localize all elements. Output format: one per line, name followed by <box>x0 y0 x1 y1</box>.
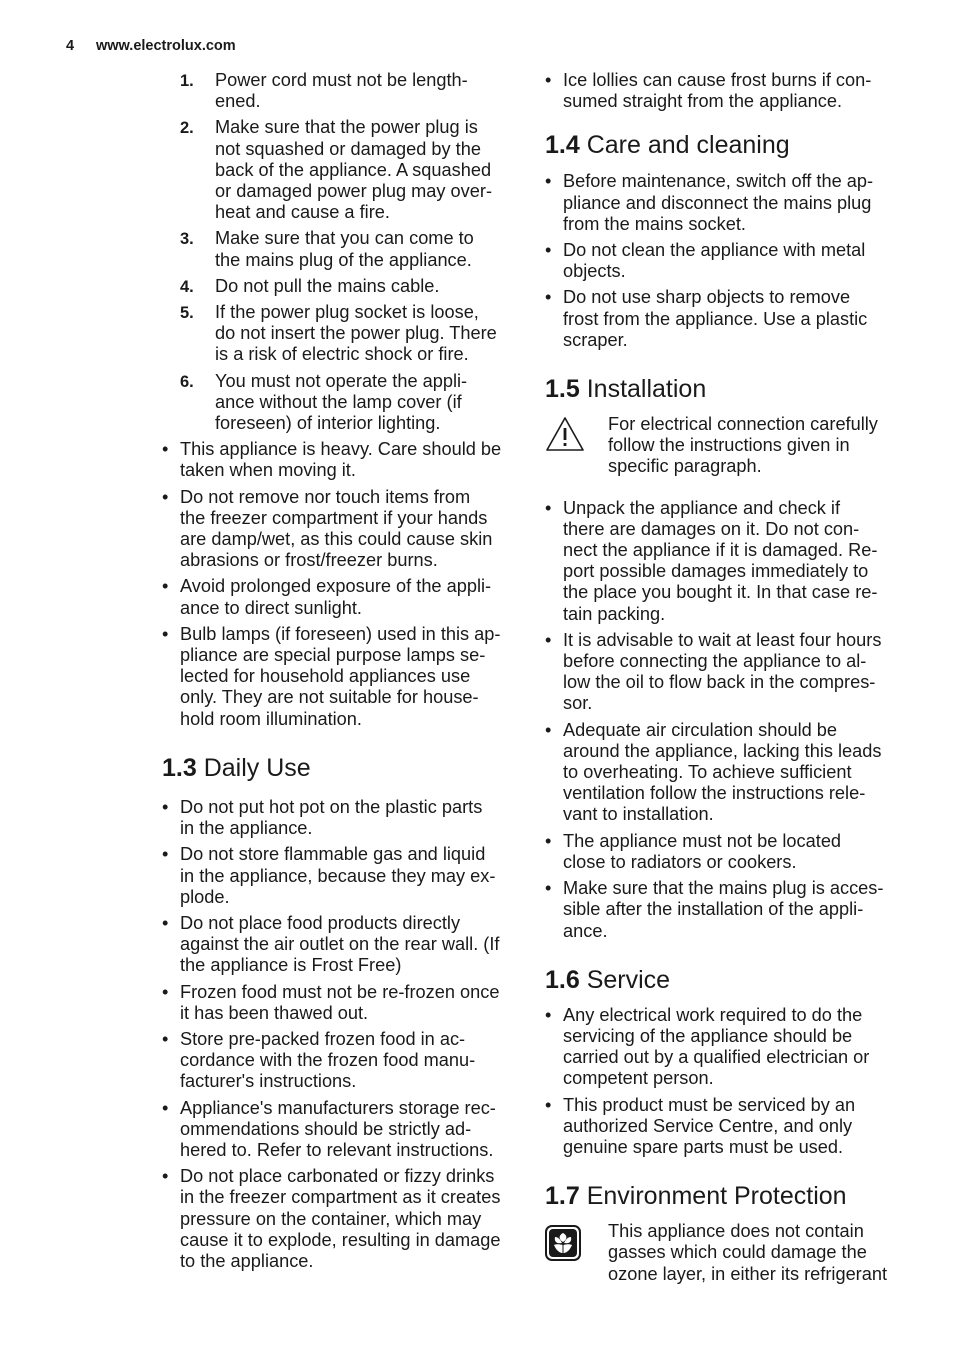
text-line: against the air outlet on the rear wall. (If <box>180 934 500 955</box>
text-line: is a risk of electric shock or fire. <box>215 344 469 365</box>
section-title-text: Installation <box>586 375 707 404</box>
text-line: are damp/wet, as this could cause skin <box>180 529 493 550</box>
text-line: Make sure that you can come to <box>215 228 474 249</box>
section-heading-care-cleaning <box>545 130 901 160</box>
warning-text-line: specific paragraph. <box>608 456 762 477</box>
text-line: to the appliance. <box>180 1250 314 1271</box>
list-item <box>162 487 518 572</box>
section-number: 1.3 <box>162 753 197 782</box>
section-number: 1.6 <box>545 965 580 994</box>
text-line: the appliance is Frost Free) <box>180 955 402 976</box>
text-line: Power cord must not be length- <box>215 70 468 90</box>
item-number: 6. <box>180 372 194 391</box>
text-line: pressure on the container, which may <box>180 1208 482 1229</box>
list-item <box>162 1029 518 1093</box>
environment-text-line: ozone layer, in either its refrigerant <box>608 1263 888 1284</box>
text-line: sor. <box>563 693 593 714</box>
text-line: in the freezer compartment as it creates <box>180 1187 501 1208</box>
text-line: plode. <box>180 886 230 907</box>
section-heading-environment <box>545 1181 901 1211</box>
list-item <box>162 439 518 481</box>
text-line: sumed straight from the appliance. <box>563 91 843 112</box>
section-heading-service <box>545 965 901 995</box>
text-line: objects. <box>563 261 626 282</box>
text-line: authorized Service Centre, and only <box>563 1115 853 1136</box>
text-line: servicing of the appliance should be <box>563 1025 853 1046</box>
text-line: • This appliance is heavy. Care should be <box>180 439 502 460</box>
care-bullet-list <box>545 171 901 351</box>
list-item <box>545 70 901 112</box>
text-line: Do not pull the mains cable. <box>215 275 440 296</box>
item-number: 2. <box>180 119 194 138</box>
section-heading-installation <box>545 374 901 404</box>
list-item <box>162 844 518 908</box>
safety-bullet-list <box>162 439 518 730</box>
text-line: abrasions or frost/freezer burns. <box>180 550 438 571</box>
list-item <box>162 624 518 730</box>
text-line: • Make sure that the mains plug is acces- <box>563 878 884 899</box>
list-item <box>162 1166 518 1272</box>
text-line: it has been thawed out. <box>180 1002 369 1023</box>
text-line: close to radiators or cookers. <box>563 851 797 872</box>
installation-warning <box>545 414 901 478</box>
text-line: there are damages on it. Do not con- <box>563 518 860 539</box>
text-line: pliance and disconnect the mains plug <box>563 192 872 213</box>
text-line: vant to installation. <box>563 804 714 825</box>
text-line: ventilation follow the instructions rele- <box>563 783 866 804</box>
list-item <box>162 913 518 977</box>
page-header <box>66 38 236 54</box>
numbered-list-item <box>162 276 518 297</box>
text-line: lected for household appliances use <box>180 666 471 687</box>
text-line: do not insert the power plug. There <box>215 323 497 344</box>
text-line: taken when moving it. <box>180 460 356 481</box>
list-item <box>545 1095 901 1159</box>
list-item <box>545 831 901 873</box>
item-number: 5. <box>180 304 194 323</box>
text-line: nect the appliance if it is damaged. Re- <box>563 540 878 561</box>
text-line: • Before maintenance, switch off the ap- <box>563 171 874 192</box>
text-line: frost from the appliance. Use a plastic <box>563 308 868 329</box>
text-line: pliance are special purpose lamps se- <box>180 645 486 666</box>
text-line: port possible damages immediately to <box>563 561 869 582</box>
text-line: competent person. <box>563 1068 714 1089</box>
frost-bullet-list <box>545 70 901 112</box>
numbered-list-item <box>162 117 518 223</box>
text-line: • Bulb lamps (if foreseen) used in this ap- <box>180 623 501 644</box>
daily-use-bullet-list <box>162 797 518 1272</box>
list-item <box>545 498 901 625</box>
section-number: 1.5 <box>545 375 580 404</box>
text-line: only. They are not suitable for house- <box>180 687 479 708</box>
left-column <box>162 70 518 1277</box>
text-line: • Do not remove nor touch items from <box>180 486 471 507</box>
section-title-text: Daily Use <box>203 753 311 782</box>
warning-text-line: For electrical connection carefully <box>608 414 878 435</box>
text-line: ance without the lamp cover (if <box>215 391 462 412</box>
item-number: 1. <box>180 72 194 90</box>
numbered-list-item <box>162 371 518 435</box>
service-bullet-list <box>545 1005 901 1158</box>
text-line: not squashed or damaged by the <box>215 138 481 159</box>
text-line: If the power plug socket is loose, <box>215 302 479 323</box>
text-line: before connecting the appliance to al- <box>563 651 867 672</box>
text-line: to overheating. To achieve sufficient <box>563 762 852 783</box>
section-number: 1.4 <box>545 131 580 160</box>
list-item <box>162 1098 518 1162</box>
text-line: • Frozen food must not be re-frozen once <box>180 981 500 1002</box>
list-item <box>162 982 518 1024</box>
page-number: 4 <box>66 38 75 54</box>
warning-text <box>608 414 901 478</box>
text-line: the place you bought it. In that case re- <box>563 582 878 603</box>
text-line: You must not operate the appli- <box>215 370 468 391</box>
text-line: heat and cause a fire. <box>215 202 390 223</box>
numbered-list-item <box>162 70 518 112</box>
text-line: ommendations should be strictly ad- <box>180 1118 472 1139</box>
text-line: • The appliance must not be located <box>563 830 842 851</box>
list-item <box>545 287 901 351</box>
text-line: carried out by a qualified electrician or <box>563 1047 870 1068</box>
list-item <box>545 720 901 826</box>
text-line: from the mains socket. <box>563 213 746 234</box>
text-line: the mains plug of the appliance. <box>215 249 472 270</box>
warning-text-line: follow the instructions given in <box>608 435 850 456</box>
list-item <box>545 878 901 942</box>
item-number: 4. <box>180 277 194 296</box>
environment-text <box>608 1221 901 1285</box>
environment-text-line: gasses which could damage the <box>608 1242 867 1263</box>
environment-note <box>545 1221 901 1285</box>
text-line: facturer's instructions. <box>180 1071 357 1092</box>
text-line: • Adequate air circulation should be <box>563 719 838 740</box>
text-line: • Do not store flammable gas and liquid <box>180 844 486 865</box>
environment-text-line: This appliance does not contain <box>608 1221 864 1242</box>
safety-numbered-list <box>162 70 518 434</box>
text-line: • Do not put hot pot on the plastic parts <box>180 796 483 817</box>
section-heading-daily-use <box>162 753 518 783</box>
list-item <box>162 797 518 839</box>
text-line: • Store pre-packed frozen food in ac- <box>180 1028 466 1049</box>
text-line: or damaged power plug may over- <box>215 181 492 202</box>
website-url: www.electrolux.com <box>96 38 236 54</box>
environment-flower-icon <box>545 1225 581 1261</box>
item-number: 3. <box>180 230 194 249</box>
installation-bullet-list <box>545 498 901 942</box>
text-line: • Unpack the appliance and check if <box>563 497 841 518</box>
list-item <box>545 240 901 282</box>
text-line: • Do not place food products directly <box>180 912 461 933</box>
text-line: scraper. <box>563 329 628 350</box>
text-line: the freezer compartment if your hands <box>180 507 488 528</box>
text-line: in the appliance, because they may ex- <box>180 865 496 886</box>
text-line: cordance with the frozen food manu- <box>180 1050 476 1071</box>
text-line: • Ice lollies can cause frost burns if con- <box>563 70 872 90</box>
section-title-text: Care and cleaning <box>586 131 790 160</box>
text-line: ened. <box>215 91 261 112</box>
list-item <box>545 1005 901 1090</box>
section-title-text: Environment Protection <box>586 1182 847 1211</box>
text-line: • Appliance's manufacturers storage rec- <box>180 1097 496 1118</box>
text-line: ance. <box>563 920 608 941</box>
text-line: hold room illumination. <box>180 708 362 729</box>
text-line: • Do not clean the appliance with metal <box>563 240 866 261</box>
text-line: in the appliance. <box>180 818 313 839</box>
text-line: Make sure that the power plug is <box>215 117 478 138</box>
list-item <box>545 171 901 235</box>
warning-triangle-icon <box>545 416 585 452</box>
text-line: back of the appliance. A squashed <box>215 159 492 180</box>
text-line: ance to direct sunlight. <box>180 597 362 618</box>
text-line: • Avoid prolonged exposure of the appli- <box>180 576 492 597</box>
list-item <box>162 576 518 618</box>
text-line: hered to. Refer to relevant instructions. <box>180 1139 494 1160</box>
section-title-text: Service <box>586 965 671 994</box>
text-line: sible after the installation of the appli- <box>563 899 864 920</box>
text-line: low the oil to flow back in the compres- <box>563 672 876 693</box>
numbered-list-item <box>162 228 518 270</box>
text-line: • This product must be serviced by an <box>563 1094 856 1115</box>
right-column <box>545 70 901 1285</box>
text-line: • Do not use sharp objects to remove <box>563 287 851 308</box>
text-line: genuine spare parts must be used. <box>563 1136 844 1157</box>
text-line: cause it to explode, resulting in damage <box>180 1229 501 1250</box>
section-number: 1.7 <box>545 1182 580 1211</box>
text-line: • Any electrical work required to do the <box>563 1004 863 1025</box>
text-line: around the appliance, lacking this leads <box>563 740 882 761</box>
text-line: tain packing. <box>563 603 666 624</box>
text-line: • Do not place carbonated or fizzy drinks <box>180 1166 495 1187</box>
numbered-list-item <box>162 302 518 366</box>
list-item <box>545 630 901 715</box>
text-line: • It is advisable to wait at least four hours <box>563 629 882 650</box>
text-line: foreseen) of interior lighting. <box>215 413 441 434</box>
